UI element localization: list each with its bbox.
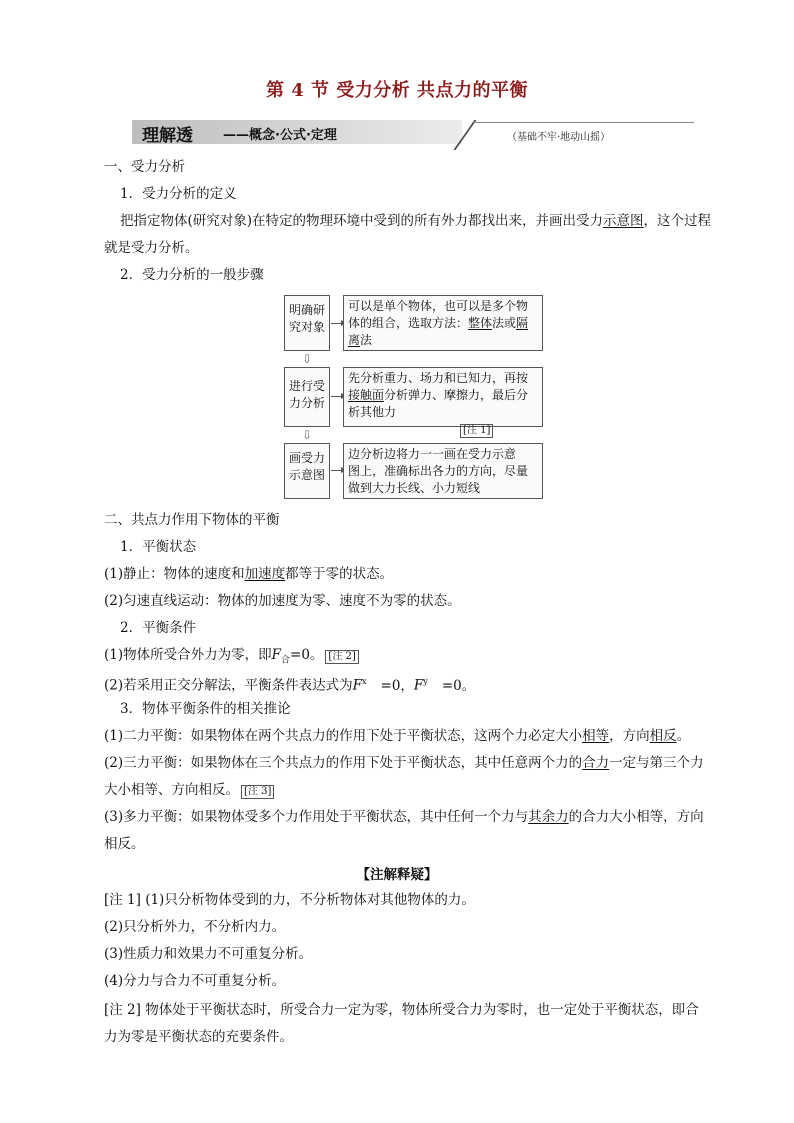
flow-step2-text-end: 析其他力 bbox=[348, 405, 397, 419]
state-static-text: (1)静止：物体的速度和 bbox=[104, 566, 245, 582]
flow-step1-text-end: 法 bbox=[360, 333, 373, 347]
notes-heading: 【注解释疑】 bbox=[356, 867, 438, 883]
state-static-keyword: 加速度 bbox=[244, 566, 286, 582]
banner-note: （基础不牢·地动山摇） bbox=[507, 132, 611, 143]
flow-step2-text: 分析弹力、摩擦力，最后分 bbox=[384, 388, 529, 402]
force-symbol: F bbox=[271, 647, 281, 663]
definition-text-end: ，这个过程 bbox=[643, 213, 712, 229]
banner-main-label: 理解透 bbox=[142, 126, 193, 146]
banner-rule bbox=[472, 122, 694, 123]
note2-line2: 力为零是平衡状态的充要条件。 bbox=[104, 1029, 293, 1045]
note2-tag: [注 2] bbox=[325, 650, 358, 664]
note1-item3: (3)性质力和效果力不可重复分析。 bbox=[104, 946, 313, 962]
corollary-two-force bbox=[104, 726, 690, 746]
state-static-text-end: 都等于零的状态。 bbox=[285, 566, 394, 582]
flow-step2-desc-line1: 先分析重力、场力和已知力，再按 bbox=[348, 371, 529, 385]
flow-step1-text-mid: 法或 bbox=[492, 316, 517, 330]
flow-step1-keyword-iso2: 离 bbox=[348, 333, 361, 347]
corollary-multi-force-line2: 相反。 bbox=[104, 836, 145, 852]
three-force-line2-text: 大小相等、方向相反。 bbox=[104, 782, 239, 798]
subheading-definition: 1．受力分析的定义 bbox=[120, 186, 237, 202]
condition-equals: =0。 bbox=[290, 647, 324, 663]
corollary-three-force bbox=[104, 753, 704, 773]
subheading-equilibrium-state: 1．平衡状态 bbox=[120, 539, 197, 555]
flow-step1-desc bbox=[343, 295, 543, 351]
flow-step1-desc-line1: 可以是单个物体，也可以是多个物 bbox=[348, 299, 529, 313]
orthogonal-eq2: =0。 bbox=[441, 677, 476, 694]
three-force-keyword: 合力 bbox=[582, 755, 610, 771]
definition-paragraph bbox=[120, 211, 760, 231]
flow-step3-desc-line2: 图上，准确标出各力的方向，尽量 bbox=[348, 464, 529, 478]
two-force-text: (1)二力平衡：如果物体在两个共点力的作用下处于平衡状态，这两个力必定大小 bbox=[104, 728, 583, 744]
section1-heading: 一、受力分析 bbox=[104, 159, 185, 175]
three-force-text: (2)三力平衡：如果物体在三个共点力的作用下处于平衡状态，其中任意两个力的 bbox=[104, 755, 583, 771]
condition-text: (1)物体所受合外力为零，即 bbox=[104, 647, 272, 663]
two-force-keyword-opposite: 相反 bbox=[649, 728, 677, 744]
multi-force-keyword: 其余力 bbox=[528, 809, 569, 825]
three-force-text-end: 一定与第三个力 bbox=[609, 755, 704, 771]
flow-step3-desc-line3: 做到大力长线、小力短线 bbox=[348, 481, 481, 495]
note1-tag: [注 1] bbox=[460, 424, 493, 438]
flow-step2-label-line1: 进行受 bbox=[288, 379, 325, 393]
note3-tag: [注 3] bbox=[241, 785, 274, 799]
banner-sub-label: ——概念·公式·定理 bbox=[223, 128, 337, 143]
force-x-sup: x bbox=[362, 677, 367, 686]
flow-step1-keyword-iso1: 隔 bbox=[516, 316, 529, 330]
definition-text: 把指定物体(研究对象)在特定的物理环境中受到的所有外力都找出来，并画出受力 bbox=[120, 213, 604, 229]
page-title: 第 4 节 受力分析 共点力的平衡 bbox=[265, 80, 529, 101]
orthogonal-eq1: =0， bbox=[380, 677, 414, 694]
flow-step1-desc-line2 bbox=[348, 315, 538, 332]
flow-step2-label-line2: 力分析 bbox=[288, 396, 325, 410]
force-x-symbol: F bbox=[352, 677, 362, 694]
state-static bbox=[104, 564, 393, 584]
state-uniform-motion: (2)匀速直线运动：物体的加速度为零、速度不为零的状态。 bbox=[104, 593, 461, 609]
multi-force-text: (3)多力平衡：如果物体受多个力作用处于平衡状态，其中任何一个力与 bbox=[104, 809, 529, 825]
flow-arrow-down-1: ⇩ bbox=[302, 352, 313, 366]
flow-step2-keyword: 接触面 bbox=[348, 388, 385, 402]
subheading-corollaries: 3．物体平衡条件的相关推论 bbox=[120, 701, 291, 717]
corollary-multi-force bbox=[104, 807, 704, 827]
condition-orthogonal bbox=[104, 672, 475, 696]
subheading-steps: 2．受力分析的一般步骤 bbox=[120, 267, 264, 283]
multi-force-text-end: 的合力大小相等，方向 bbox=[568, 809, 704, 825]
flow-step1-text: 体的组合，选取方法： bbox=[348, 316, 469, 330]
flow-step3-label-line1: 画受力 bbox=[288, 451, 325, 465]
flow-step1-desc-line3 bbox=[348, 332, 538, 349]
flow-step1-label bbox=[284, 295, 330, 351]
two-force-text-mid: ，方向 bbox=[609, 728, 650, 744]
section2-heading: 二、共点力作用下物体的平衡 bbox=[104, 512, 280, 528]
flow-step1-label-line2: 究对象 bbox=[288, 320, 325, 334]
flow-step1-keyword-whole: 整体 bbox=[468, 316, 493, 330]
subheading-equilibrium-condition: 2．平衡条件 bbox=[120, 620, 197, 636]
flow-step3-label bbox=[284, 443, 330, 499]
definition-keyword: 示意图 bbox=[603, 213, 644, 229]
flow-step2-label bbox=[284, 367, 330, 427]
force-y-sup: y bbox=[423, 677, 428, 686]
flow-step2-desc-line2 bbox=[348, 387, 538, 404]
note1-item2: (2)只分析外力，不分析内力。 bbox=[104, 919, 286, 935]
two-force-text-end: 。 bbox=[676, 728, 691, 744]
two-force-keyword-equal: 相等 bbox=[582, 728, 610, 744]
note2-line1: [注 2] 物体处于平衡状态时，所受合力一定为零，物体所受合力为零时，也一定处于平衡状态，即合 bbox=[104, 1002, 699, 1018]
note1-item1: [注 1] (1)只分析物体受到的力，不分析物体对其他物体的力。 bbox=[104, 892, 475, 908]
condition-net-force bbox=[104, 645, 359, 671]
corollary-three-force-line2 bbox=[104, 780, 274, 800]
force-y-symbol: F bbox=[413, 677, 424, 694]
note1-item4: (4)分力与合力不可重复分析。 bbox=[104, 973, 286, 989]
orthogonal-text: (2)若采用正交分解法，平衡条件表达式为 bbox=[104, 677, 353, 694]
force-subscript: 合 bbox=[281, 655, 291, 666]
flow-step3-desc-line1: 边分析边将力一一画在受力示意 bbox=[348, 447, 517, 461]
flow-step2-desc-line3 bbox=[348, 404, 538, 438]
section-banner bbox=[132, 120, 697, 146]
flow-step2-desc bbox=[343, 367, 543, 436]
definition-line2: 就是受力分析。 bbox=[104, 240, 199, 256]
flow-step1-label-line1: 明确研 bbox=[288, 303, 325, 317]
flow-arrow-down-2: ⇩ bbox=[302, 428, 313, 442]
flow-step3-label-line2: 示意图 bbox=[288, 468, 325, 482]
flow-step3-desc bbox=[343, 443, 543, 499]
